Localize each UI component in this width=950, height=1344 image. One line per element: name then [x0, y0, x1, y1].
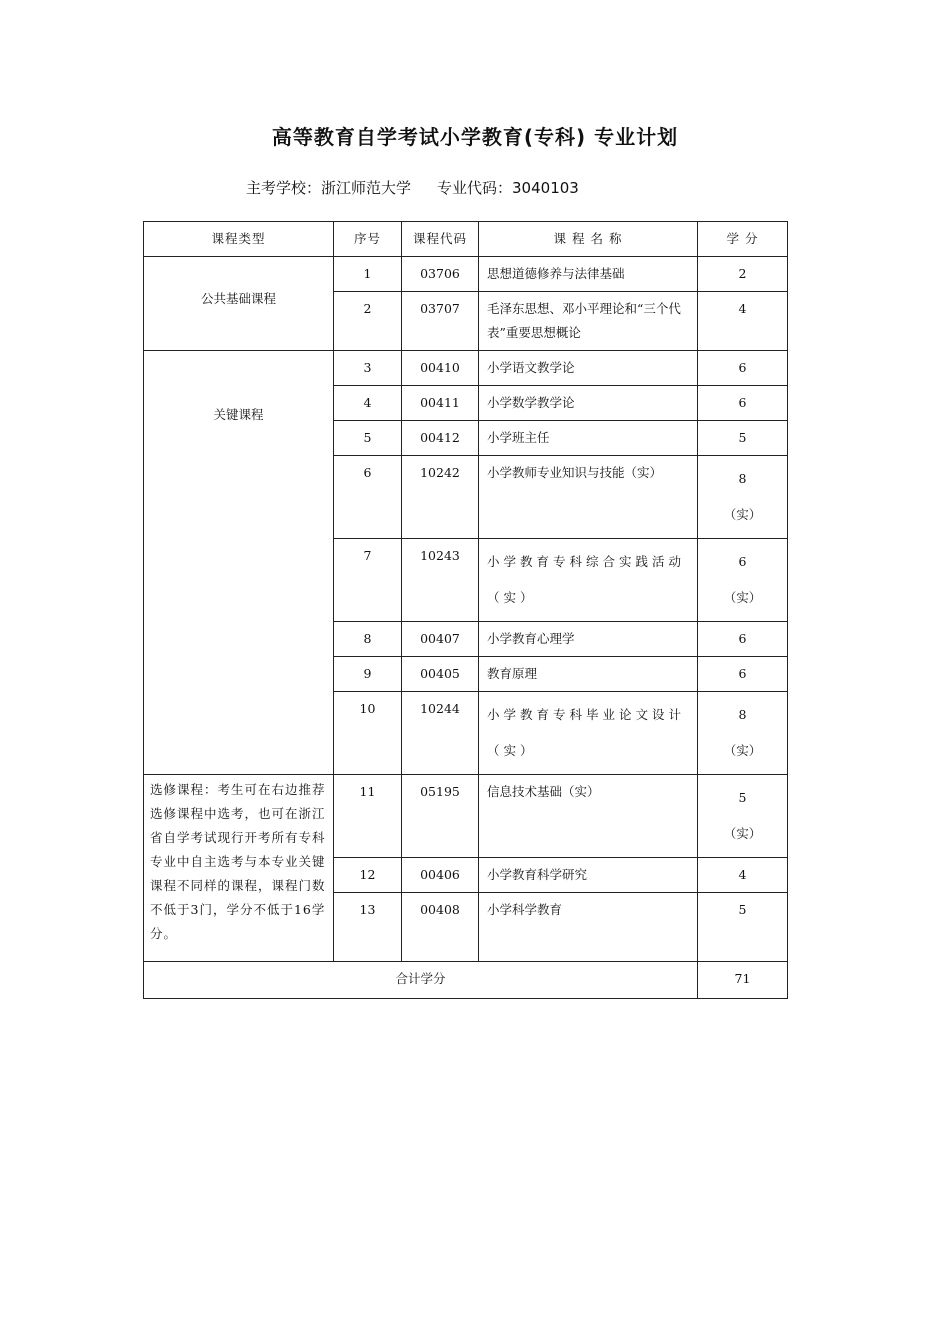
- credit-note: （实）: [723, 590, 762, 605]
- credit-value: 8: [738, 707, 747, 722]
- header-type: 课程类型: [144, 222, 334, 257]
- cell-credit: [698, 692, 788, 775]
- cell-name: 小学教师专业知识与技能（实）: [479, 456, 698, 539]
- cell-code: 10243: [402, 539, 479, 622]
- cell-code: 00410: [402, 351, 479, 386]
- cell-credit: [698, 456, 788, 539]
- group-elective: 选修课程：考生可在右边推荐选修课程中选考，也可在浙江省自学考试现行开考所有专科专业中自主选考与本专业关键课程不同样的课程，课程门数不低于3门，学分不低于16学分。: [144, 775, 334, 962]
- cell-seq: 8: [334, 622, 402, 657]
- cell-code: 03707: [402, 292, 479, 351]
- cell-code: 03706: [402, 257, 479, 292]
- cell-credit: 4: [698, 292, 788, 351]
- cell-code: 00408: [402, 893, 479, 962]
- table-row: [144, 775, 788, 858]
- table-header-row: [144, 222, 788, 257]
- cell-seq: 9: [334, 657, 402, 692]
- cell-seq: 12: [334, 858, 402, 893]
- school-label: 主考学校：浙江师范大学: [246, 179, 412, 197]
- credit-note: （实）: [723, 507, 762, 522]
- cell-name: 小学教育专科毕业论文设计（实）: [479, 692, 698, 775]
- cell-name: 小学教育科学研究: [479, 858, 698, 893]
- group-key: 关键课程: [144, 351, 334, 775]
- page-title: 高等教育自学考试小学教育(专科) 专业计划: [271, 125, 679, 149]
- course-plan-table: [143, 221, 788, 999]
- cell-seq: 7: [334, 539, 402, 622]
- credit-value: 6: [738, 554, 747, 569]
- group-public: 公共基础课程: [144, 257, 334, 351]
- cell-credit: 6: [698, 351, 788, 386]
- cell-credit: 6: [698, 386, 788, 421]
- cell-name: 小学教育专科综合实践活动（实）: [479, 539, 698, 622]
- cell-code: 00412: [402, 421, 479, 456]
- cell-seq: 10: [334, 692, 402, 775]
- credit-note: （实）: [723, 826, 762, 841]
- header-name: 课 程 名 称: [479, 222, 698, 257]
- total-label: 合计学分: [144, 962, 698, 999]
- header-code: 课程代码: [402, 222, 479, 257]
- cell-credit: 4: [698, 858, 788, 893]
- cell-seq: 13: [334, 893, 402, 962]
- total-row: [144, 962, 788, 999]
- credit-value: 8: [738, 471, 747, 486]
- cell-code: 05195: [402, 775, 479, 858]
- cell-seq: 5: [334, 421, 402, 456]
- cell-code: 00406: [402, 858, 479, 893]
- credit-note: （实）: [723, 743, 762, 758]
- cell-seq: 1: [334, 257, 402, 292]
- credit-value: 5: [738, 790, 747, 805]
- cell-name: 小学教育心理学: [479, 622, 698, 657]
- cell-code: 10242: [402, 456, 479, 539]
- header-credit: 学 分: [698, 222, 788, 257]
- subtitle: [246, 177, 579, 198]
- total-value: 71: [698, 962, 788, 999]
- major-code-label: 专业代码：3040103: [437, 179, 579, 197]
- cell-code: 10244: [402, 692, 479, 775]
- table-row: [144, 257, 788, 292]
- cell-credit: [698, 539, 788, 622]
- cell-name: 小学科学教育: [479, 893, 698, 962]
- header-seq: 序号: [334, 222, 402, 257]
- cell-seq: 11: [334, 775, 402, 858]
- cell-name: 教育原理: [479, 657, 698, 692]
- cell-code: 00411: [402, 386, 479, 421]
- cell-name: 思想道德修养与法律基础: [479, 257, 698, 292]
- cell-code: 00405: [402, 657, 479, 692]
- table-row: [144, 351, 788, 386]
- cell-name: 小学数学教学论: [479, 386, 698, 421]
- cell-seq: 6: [334, 456, 402, 539]
- cell-name: 毛泽东思想、邓小平理论和“三个代表”重要思想概论: [479, 292, 698, 351]
- cell-code: 00407: [402, 622, 479, 657]
- cell-credit: [698, 775, 788, 858]
- cell-credit: 5: [698, 421, 788, 456]
- cell-name: 小学语文教学论: [479, 351, 698, 386]
- cell-credit: 6: [698, 657, 788, 692]
- cell-credit: 5: [698, 893, 788, 962]
- cell-seq: 2: [334, 292, 402, 351]
- cell-name: 小学班主任: [479, 421, 698, 456]
- cell-seq: 3: [334, 351, 402, 386]
- cell-credit: 2: [698, 257, 788, 292]
- cell-seq: 4: [334, 386, 402, 421]
- cell-name: 信息技术基础（实）: [479, 775, 698, 858]
- cell-credit: 6: [698, 622, 788, 657]
